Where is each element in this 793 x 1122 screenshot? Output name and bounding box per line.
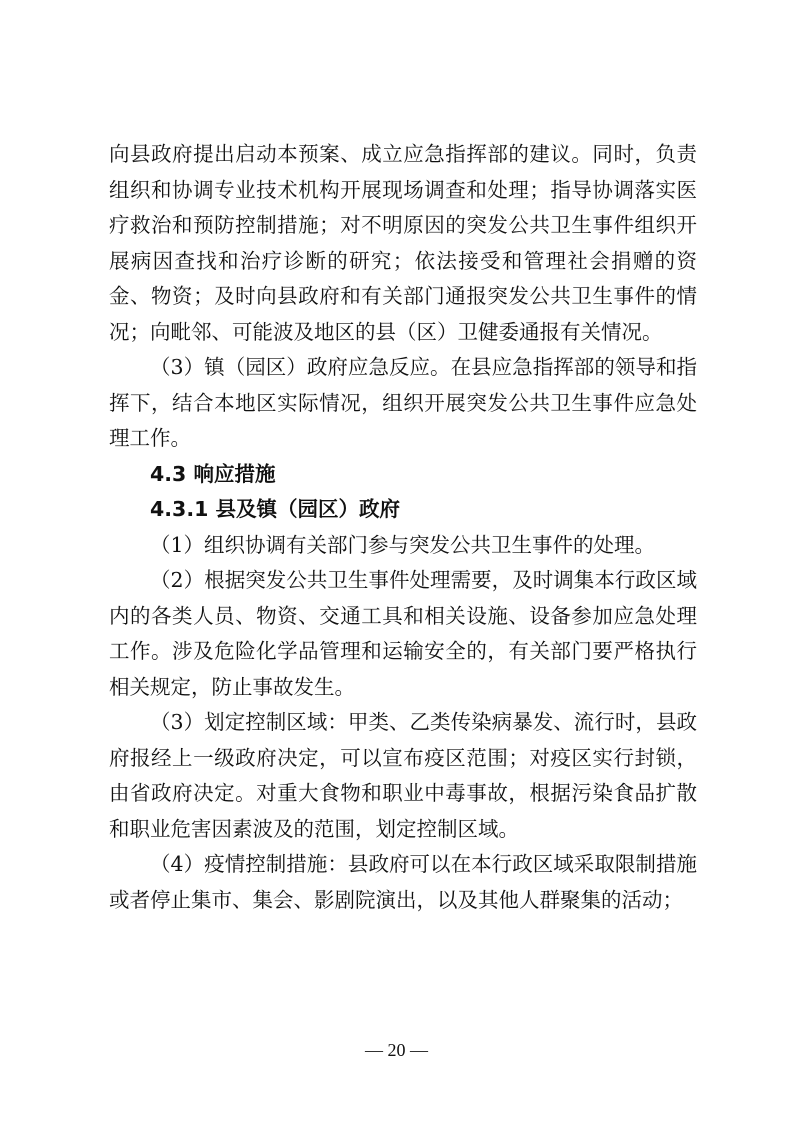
section-heading-4-3-1: 4.3.1 县及镇（园区）政府 xyxy=(150,497,401,521)
document-body xyxy=(109,137,697,918)
paragraph-item-4: （4）疫情控制措施：县政府可以在本行政区域采取限制措施或者停止集市、集会、影剧院演出，以及其他人群聚集的活动； xyxy=(109,852,697,912)
paragraph-town-response: （3）镇（园区）政府应急反应。在县应急指挥部的领导和指挥下，结合本地区实际情况，组织开展突发公共卫生事件应急处理工作。 xyxy=(109,355,697,450)
paragraph-item-3: （3）划定控制区域：甲类、乙类传染病暴发、流行时，县政府报经上一级政府决定，可以宣布疫区范围；对疫区实行封锁，由省政府决定。对重大食物和职业中毒事故，根据污染食品扩散和职业危害因素波及的范围，划定控制区域。 xyxy=(109,710,697,841)
section-heading-4-3: 4.3 响应措施 xyxy=(150,461,276,486)
paragraph-continuation: 向县政府提出启动本预案、成立应急指挥部的建议。同时，负责组织和协调专业技术机构开展现场调查和处理；指导协调落实医疗救治和预防控制措施；对不明原因的突发公共卫生事件组织开展病因查找和治疗诊断的研究；依法接受和管理社会捐赠的资金、物资；及时向县政府和有关部门通报突发公共卫生事件的情况；向毗邻、可能波及地区的县（区）卫健委通报有关情况。 xyxy=(109,142,697,344)
paragraph-item-2: （2）根据突发公共卫生事件处理需要，及时调集本行政区域内的各类人员、物资、交通工具和相关设施、设备参加应急处理工作。涉及危险化学品管理和运输安全的，有关部门要严格执行相关规定，防止事故发生。 xyxy=(109,568,697,699)
paragraph-item-1: （1）组织协调有关部门参与突发公共卫生事件的处理。 xyxy=(150,532,656,557)
page-number: — 20 — xyxy=(365,1040,428,1060)
